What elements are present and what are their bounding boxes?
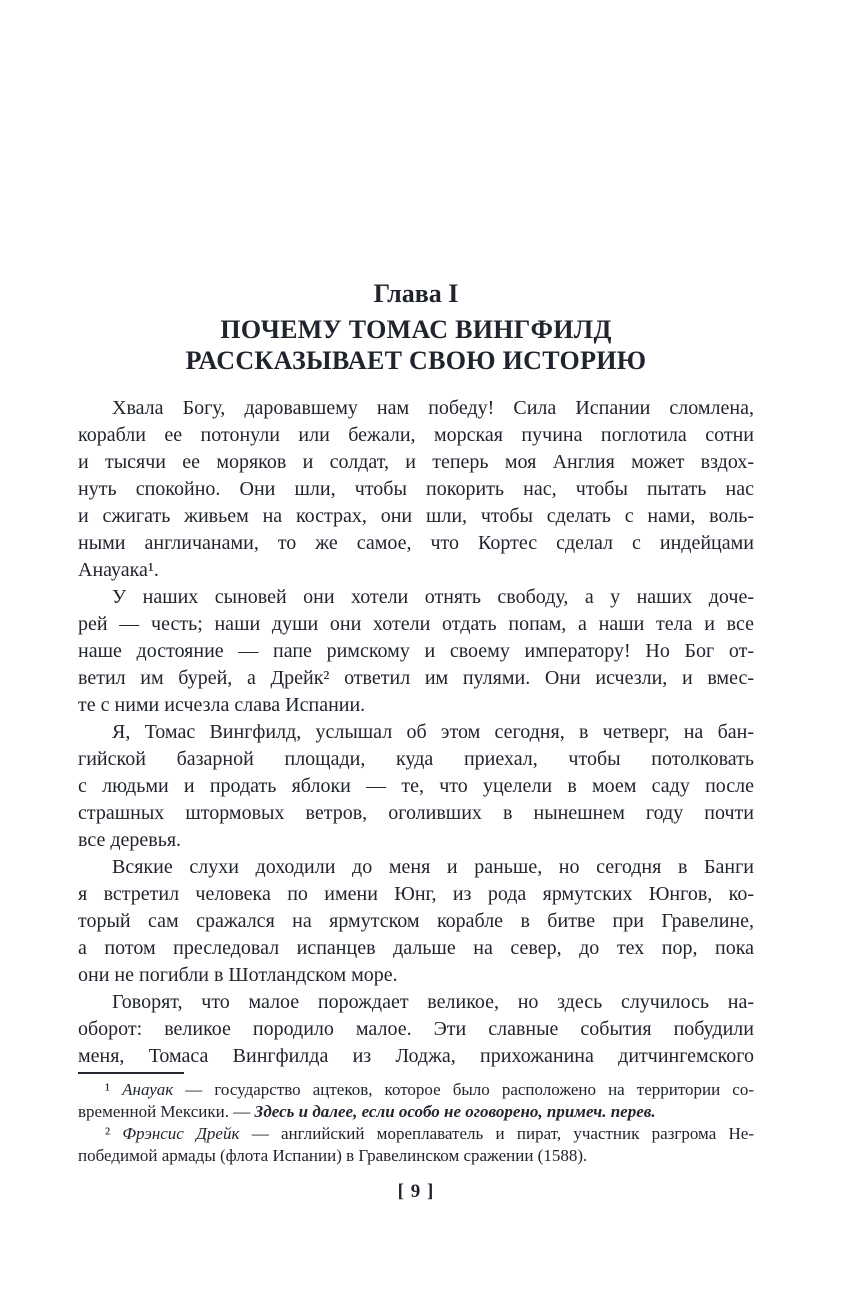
chapter-title — [78, 314, 754, 376]
chapter-label: Глава I — [373, 279, 459, 308]
text-line: и сжигать живьем на кострах, они шли, чтобы сделать с нами, воль- — [78, 505, 754, 527]
text-column — [78, 279, 754, 1204]
paragraph — [78, 854, 754, 989]
body-text — [78, 395, 754, 1070]
page-number: [ 9 ] — [397, 1181, 435, 1202]
footnote-text: победимой армады (флота Испании) в Гравелинском сражении (1588). — [78, 1146, 588, 1165]
paragraph — [78, 395, 754, 584]
text-line: я встретил человека по имени Юнг, из рода ярмутских Юнгов, ко- — [78, 883, 754, 905]
chapter-title-line: ПОЧЕМУ ТОМАС ВИНГФИЛД — [220, 315, 612, 344]
text-line: страшных штормовых ветров, оголивших в нынешнем году почти — [78, 802, 754, 824]
text-line: те с ними исчезла слава Испании. — [78, 694, 366, 716]
footnote-emphasis: Анауак — [122, 1080, 174, 1099]
text-line: торый сам сражался на ярмутском корабле в битве при Гравелине, — [78, 910, 754, 932]
text-line: все деревья. — [78, 829, 182, 851]
text-line: корабли ее потонули или бежали, морская пучина поглотила сотни — [78, 424, 754, 446]
text-line: и тысячи ее моряков и солдат, и теперь моя Англия может вздох- — [78, 451, 754, 473]
text-line: рей — честь; наши души они хотели отдать попам, а наши тела и все — [78, 613, 754, 635]
text-line: они не погибли в Шотландском море. — [78, 964, 398, 986]
text-line: гийской базарной площади, куда приехал, чтобы потолковать — [78, 748, 754, 770]
footnote-emphasis: Фрэнсис Дрейк — [122, 1124, 240, 1143]
paragraph — [78, 719, 754, 854]
footnotes — [78, 1079, 754, 1167]
text-line: с людьми и продать яблоки — те, что уцелели в моем саду после — [78, 775, 754, 797]
text-line: Всякие слухи доходили до меня и раньше, но сегодня в Банги — [112, 856, 754, 878]
footnote-text: ² — [105, 1124, 123, 1143]
text-line: Я, Томас Вингфилд, услышал об этом сегодня, в четверг, на бан- — [112, 721, 754, 743]
text-line: Анауака¹. — [78, 559, 159, 581]
text-line: меня, Томаса Вингфилда из Лоджа, прихожанина дитчингемского — [78, 1045, 754, 1067]
text-line: нуть спокойно. Они шли, чтобы покорить нас, чтобы пытать нас — [78, 478, 754, 500]
footnote-text: ¹ — [105, 1080, 123, 1099]
footnote-text: временной Мексики. — — [78, 1102, 255, 1121]
paragraph — [78, 989, 754, 1070]
footnote-emphasis: Здесь и далее, если особо не оговорено, примеч. перев. — [254, 1102, 656, 1121]
footnote-line — [78, 1145, 754, 1167]
text-line: ветил им бурей, а Дрейк² ответил им пулями. Они исчезли, и вмес- — [78, 667, 754, 689]
footnote-text: — английский мореплаватель и пират, участник разгрома Не- — [239, 1124, 754, 1143]
footnote-line — [78, 1101, 754, 1123]
footnote-separator — [78, 1072, 184, 1074]
footnote-line — [78, 1079, 754, 1101]
text-line: ными англичанами, то же самое, что Кортес сделал с индейцами — [78, 532, 754, 554]
paragraph — [78, 584, 754, 719]
text-line: Хвала Богу, даровавшему нам победу! Сила Испании сломлена, — [112, 397, 754, 419]
text-line: Говорят, что малое порождает великое, но здесь случилось на- — [112, 991, 754, 1013]
footnote-line — [78, 1123, 754, 1145]
text-line: оборот: великое породило малое. Эти славные события побудили — [78, 1018, 754, 1040]
footnote — [78, 1079, 754, 1123]
text-line: У наших сыновей они хотели отнять свободу, а у наших доче- — [112, 586, 754, 608]
text-line: наше достояние — папе римскому и своему императору! Но Бог от- — [78, 640, 754, 662]
footnote — [78, 1123, 754, 1167]
text-line: а потом преследовал испанцев дальше на север, до тех пор, пока — [78, 937, 754, 959]
chapter-title-line: РАССКАЗЫВАЕТ СВОЮ ИСТОРИЮ — [185, 346, 647, 375]
footnote-text: — государство ацтеков, которое было расположено на территории со- — [173, 1080, 754, 1099]
